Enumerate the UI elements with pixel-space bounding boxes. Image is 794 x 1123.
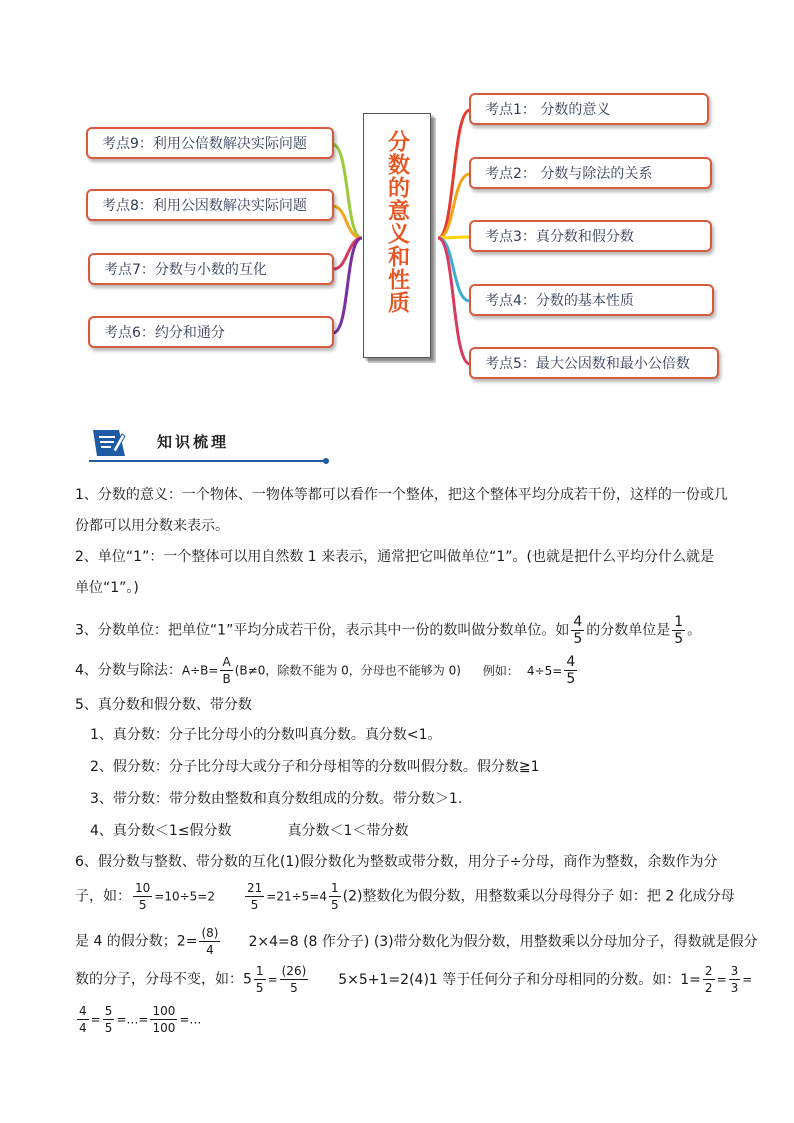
- para-6-line-5-b: =…=: [116, 1012, 149, 1027]
- topic-node-8[interactable]: 考点8：利用公因数解决实际问题: [86, 189, 334, 221]
- para-6-line-4-e: =: [742, 972, 753, 987]
- topic-node-2[interactable]: 考点2： 分数与除法的关系: [469, 157, 712, 189]
- para-6-line-2-c: =21÷5=4: [266, 889, 327, 904]
- para-4-text-b: A÷B=: [181, 663, 219, 678]
- para-3-text-b: 的分数单位是: [586, 622, 671, 639]
- para-6-line-5-a: =: [90, 1012, 101, 1027]
- section-header: [75, 424, 255, 464]
- fraction-100-100: $\frac{100}{100}$: [152, 1004, 176, 1035]
- para-6-line-4: [75, 963, 752, 996]
- para-5-item-4: [90, 821, 408, 841]
- fraction-1-5-mixed: $\frac{1}{5}$: [330, 881, 339, 912]
- fraction-a-b: $\frac{A}{B}$: [222, 655, 231, 686]
- para-3: [75, 614, 701, 647]
- para-4-text-e: 4÷5=: [526, 663, 563, 678]
- fraction-1-5-mixed-b: $\frac{1}{5}$: [255, 964, 264, 995]
- fraction-5-5: $\frac{5}{5}$: [104, 1004, 113, 1035]
- fraction-1-5: $\frac{1}{5}$: [674, 614, 684, 647]
- para-4: [75, 654, 579, 687]
- para-6-line-2-a: 子，如：: [75, 888, 131, 905]
- para-6-line-3-b: 2×4=8 (8 作分子) (3)带分数化为假分数，用整数乘以分母加分子，得数就是假分: [248, 933, 758, 950]
- para-5-item-4-b: 真分数＜1＜带分数: [287, 823, 409, 839]
- para-5-item-3: 3、带分数：带分数由整数和真分数组成的分数。带分数＞1.: [90, 791, 463, 807]
- topic-node-7[interactable]: 考点7：分数与小数的互化: [88, 253, 334, 285]
- para-2-line-2: 单位“1”。): [75, 580, 139, 596]
- para-6-line-4-b: =: [267, 972, 278, 987]
- fraction-26-5: $\frac{(26)}{5}$: [281, 964, 307, 995]
- para-5-item-4-a: 4、真分数＜1≤假分数: [90, 823, 232, 839]
- para-6-line-2: [75, 880, 735, 913]
- fraction-4-5-example: $\frac{4}{5}$: [566, 654, 576, 687]
- section-title: 知识梳理: [157, 433, 230, 451]
- para-6-line-1: 6、假分数与整数、带分数的互化(1)假分数化为整数或带分数，用分子÷分母，商作为整数，余数作为分: [75, 854, 718, 870]
- fraction-8-4: $\frac{(8)}{4}$: [201, 926, 219, 957]
- para-6-line-3: [75, 925, 758, 958]
- center-topic-title: 分数的意义和性质: [384, 130, 410, 314]
- para-6-line-4-c: 5×5+1=2(4)1 等于任何分子和分母相同的分数。如：1=: [338, 971, 701, 988]
- fraction-2-2: $\frac{2}{2}$: [704, 964, 713, 995]
- topic-node-3[interactable]: 考点3：真分数和假分数: [469, 220, 712, 252]
- center-topic-card: [363, 113, 431, 358]
- para-6-line-2-b: =10÷5=2: [154, 889, 215, 904]
- fraction-4-5: $\frac{4}{5}$: [573, 614, 583, 647]
- para-6-line-4-d: =: [716, 972, 727, 987]
- para-5-item-2: 2、假分数：分子比分母大或分子和分母相等的分数叫假分数。假分数≧1: [90, 759, 540, 775]
- fraction-3-3: $\frac{3}{3}$: [730, 964, 739, 995]
- para-6-line-4-a: 数的分子，分母不变，如：5: [75, 971, 252, 988]
- topic-node-5[interactable]: 考点5：最大公因数和最小公倍数: [469, 347, 719, 379]
- topic-node-4[interactable]: 考点4：分数的基本性质: [469, 284, 714, 316]
- notepad-pencil-icon: [89, 428, 127, 458]
- para-5-heading: 5、真分数和假分数、带分数: [75, 697, 252, 713]
- para-4-text-c: (B≠0，除数不能为 0，分母也不能够为 0): [234, 663, 461, 678]
- para-6-line-5: [75, 1003, 201, 1036]
- para-5-item-1: 1、真分数：分子比分母小的分数叫真分数。真分数<1。: [90, 727, 442, 743]
- para-6-line-3-a: 是 4 的假分数；2=: [75, 933, 198, 950]
- section-underline-dot: [323, 458, 329, 464]
- para-3-text-c: 。: [687, 622, 702, 639]
- para-1-line-1: 1、分数的意义：一个物体、一物体等都可以看作一个整体，把这个整体平均分成若干份，这样的一份或几: [75, 487, 728, 503]
- section-underline: [89, 460, 325, 462]
- para-3-text-a: 3、分数单位：把单位“1”平均分成若干份，表示其中一份的数叫做分数单位。如: [75, 622, 570, 639]
- fraction-10-5: $\frac{10}{5}$: [135, 881, 151, 912]
- topic-node-1[interactable]: 考点1： 分数的意义: [469, 93, 709, 125]
- para-1-line-2: 份都可以用分数来表示。: [75, 518, 229, 534]
- fraction-4-4: $\frac{4}{4}$: [79, 1004, 87, 1035]
- para-4-text-d: 例如：: [482, 663, 519, 678]
- fraction-21-5: $\frac{21}{5}$: [246, 881, 263, 912]
- para-2-line-1: 2、单位“1”：一个整体可以用自然数 1 来表示，通常把它叫做单位“1”。(也就是把什么平均分什么就是: [75, 549, 715, 565]
- para-6-line-5-c: =…: [179, 1012, 202, 1027]
- para-4-text-a: 4、分数与除法：: [75, 662, 182, 679]
- topic-node-9[interactable]: 考点9：利用公倍数解决实际问题: [86, 127, 334, 159]
- para-6-line-2-d: (2)整数化为假分数，用整数乘以分母得分子 如：把 2 化成分母: [342, 888, 735, 905]
- topic-node-6[interactable]: 考点6：约分和通分: [88, 316, 334, 348]
